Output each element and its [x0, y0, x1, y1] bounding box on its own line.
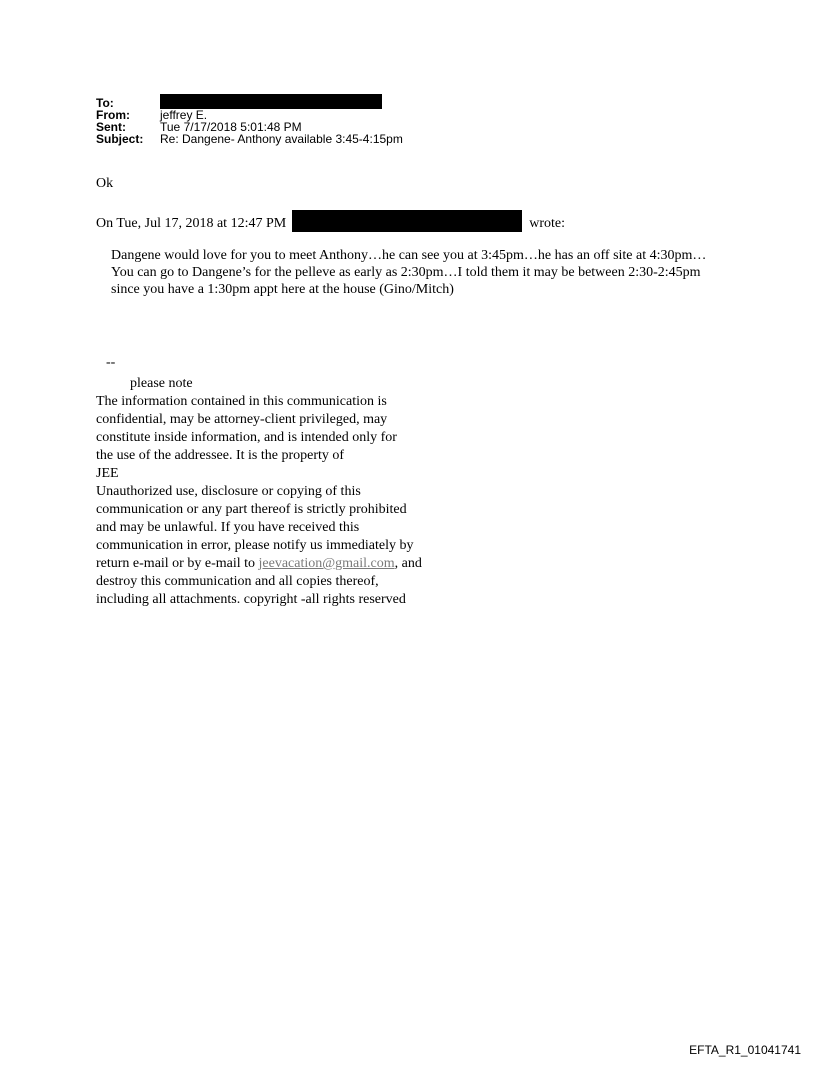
- signature-block: [96, 375, 476, 609]
- reply-text: Ok: [96, 176, 114, 191]
- signature-line: JEE: [96, 466, 119, 481]
- quote-intro-prefix: On Tue, Jul 17, 2018 at 12:47 PM: [96, 216, 287, 231]
- signature-line: the use of the addressee. It is the property of: [96, 448, 345, 463]
- to-label: To:: [96, 96, 114, 110]
- from-label: From:: [96, 108, 130, 122]
- signature-line: constitute inside information, and is intended only for: [96, 430, 397, 445]
- subject-row: [96, 133, 403, 145]
- sent-value: Tue 7/17/2018 5:01:48 PM: [160, 120, 302, 134]
- from-value: jeffrey E.: [160, 108, 208, 122]
- quoted-message: Dangene would love for you to meet Anthony…he can see you at 3:45pm…he has an off site at 4:30pm…You can go to Dangene’s for the pelleve as early as 2:30pm…I told them it may be between 2:30-2:45pm since you have a 1:30pm appt here at the house (Gino/Mitch): [111, 248, 707, 297]
- signature-separator: --: [106, 355, 116, 370]
- signature-line: communication or any part thereof is strictly prohibited: [96, 502, 407, 517]
- document-id: EFTA_R1_01041741: [689, 1043, 801, 1057]
- to-row: [96, 97, 403, 109]
- subject-label: Subject:: [96, 132, 144, 146]
- signature-line: including all attachments. copyright -all rights reserved: [96, 592, 406, 607]
- sent-label: Sent:: [96, 120, 126, 134]
- redaction-box: [292, 210, 522, 232]
- email-header: [96, 97, 403, 145]
- signature-line: destroy this communication and all copies thereof,: [96, 574, 379, 589]
- signature-line: confidential, may be attorney-client privileged, may: [96, 412, 388, 427]
- signature-line-suffix: , and: [394, 556, 422, 571]
- quote-intro: [96, 210, 565, 234]
- signature-line: The information contained in this communication is: [96, 394, 387, 409]
- signature-line: please note: [130, 376, 193, 391]
- email-link[interactable]: jeevacation@gmail.com: [258, 556, 395, 571]
- signature-line-email: [96, 555, 476, 573]
- quote-intro-suffix: wrote:: [529, 216, 565, 231]
- signature-line: communication in error, please notify us immediately by: [96, 538, 414, 553]
- signature-line: Unauthorized use, disclosure or copying of this: [96, 484, 361, 499]
- redaction-box: [160, 94, 382, 109]
- subject-value: Re: Dangene- Anthony available 3:45-4:15pm: [160, 132, 403, 146]
- signature-line: and may be unlawful. If you have received this: [96, 520, 360, 535]
- signature-line-prefix: return e-mail or by e-mail to: [96, 556, 255, 571]
